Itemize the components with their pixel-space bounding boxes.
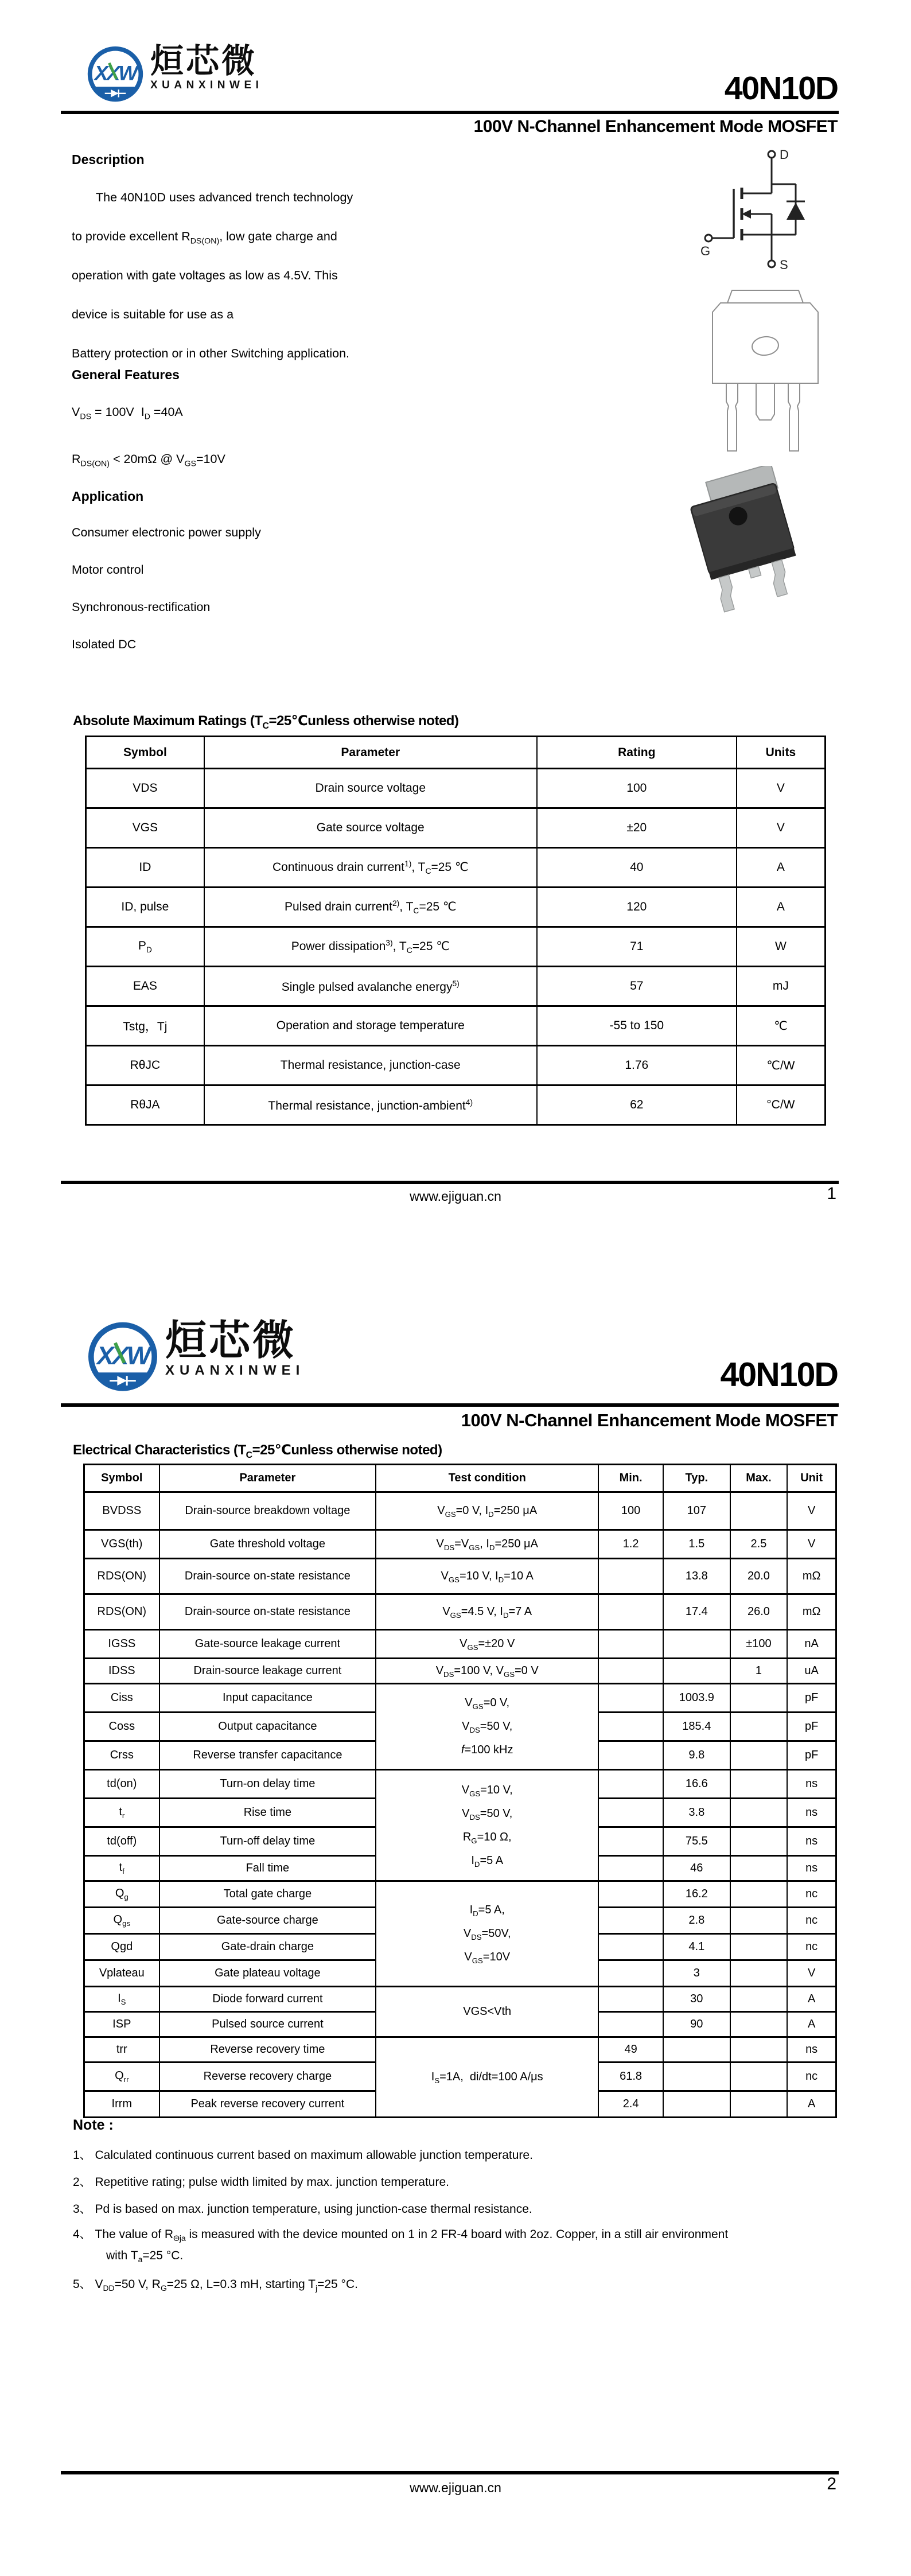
cell-parameter: Thermal resistance, junction-case	[204, 1046, 537, 1085]
cell-symbol: Tstg，Tj	[86, 1006, 204, 1046]
cell-max	[730, 2037, 788, 2063]
cell-symbol: Irrm	[84, 2091, 159, 2118]
application-item: Synchronous-rectification	[72, 600, 211, 614]
table-row	[84, 1770, 836, 1799]
table-header-row	[84, 1465, 836, 1492]
cell-unit: ns	[787, 1827, 836, 1856]
cell-max	[730, 1856, 788, 1881]
cell-symbol: $Q_g$	[84, 1881, 159, 1908]
application-heading: Application	[72, 489, 144, 504]
cell-parameter: Power dissipation$^{3)}$, $T_C=25$ ℃	[204, 927, 537, 967]
cell-symbol: RDS(ON)	[84, 1559, 159, 1594]
cell-symbol: Crss	[84, 1741, 159, 1770]
cell-typ: 17.4	[663, 1594, 730, 1630]
note-line: 4、 The value of $R_{\Theta ja}$ is measured with the device mounted on 1 in 2 FR-4 board with 2oz. Copper, in a still air environment	[73, 2228, 729, 2243]
drain-label: D	[780, 147, 789, 162]
cell-parameter: Reverse recovery charge	[159, 2063, 376, 2091]
cell-typ: 30	[663, 1987, 730, 2012]
table-row	[86, 769, 826, 808]
cell-parameter: Diode forward current	[159, 1987, 376, 2012]
cell-typ: 90	[663, 2012, 730, 2037]
description-line: Battery protection or in other Switching application.	[72, 347, 350, 360]
cell-symbol: IGSS	[84, 1630, 159, 1659]
electrical-characteristics-table	[83, 1464, 837, 2118]
col-symbol: Symbol	[86, 737, 204, 769]
cell-unit: A	[787, 1987, 836, 2012]
cell-min	[598, 1987, 663, 2012]
cell-typ: 107	[663, 1492, 730, 1530]
cell-test-condition: $V_{GS}=0$ V, $V_{DS}=50$ V, f=100 kHz	[376, 1684, 598, 1770]
cell-max	[730, 1960, 788, 1987]
cell-parameter: Turn-off delay time	[159, 1827, 376, 1856]
footer-url: www.ejiguan.cn	[410, 1189, 501, 1204]
cell-typ: 9.8	[663, 1741, 730, 1770]
cell-parameter: Gate-drain charge	[159, 1934, 376, 1960]
cell-units: mJ	[737, 967, 826, 1006]
cell-unit: pF	[787, 1741, 836, 1770]
cell-max	[730, 1934, 788, 1960]
table-row	[86, 927, 826, 967]
description-line: device is suitable for use as a	[72, 308, 234, 321]
cell-typ: 16.2	[663, 1881, 730, 1908]
cell-unit: nc	[787, 1881, 836, 1908]
cell-parameter: Continuous drain current$^{1)}$, $T_C=25$ ℃	[204, 848, 537, 888]
cell-parameter: Fall time	[159, 1856, 376, 1881]
brand-name-en: XUANXINWEI	[150, 79, 263, 91]
part-number: 40N10D	[720, 1356, 838, 1394]
cell-min	[598, 1594, 663, 1630]
cell-symbol: Coss	[84, 1713, 159, 1741]
brand-logo-icon	[85, 1320, 161, 1396]
cell-unit: V	[787, 1492, 836, 1530]
cell-max	[730, 1741, 788, 1770]
note-line: 2、 Repetitive rating; pulse width limited by max. junction temperature.	[73, 2176, 449, 2189]
table-row	[84, 1659, 836, 1684]
cell-symbol: VGS(th)	[84, 1530, 159, 1559]
cell-symbol: RθJC	[86, 1046, 204, 1085]
header-rule	[61, 111, 839, 114]
cell-max	[730, 1799, 788, 1827]
cell-max: 20.0	[730, 1559, 788, 1594]
cell-symbol: trr	[84, 2037, 159, 2063]
cell-typ	[663, 1630, 730, 1659]
cell-typ: 4.1	[663, 1934, 730, 1960]
cell-typ: 3.8	[663, 1799, 730, 1827]
table-row	[84, 1492, 836, 1530]
cell-min	[598, 1960, 663, 1987]
note-line: with $T_a=25$ °C.	[106, 2249, 184, 2264]
cell-unit: pF	[787, 1684, 836, 1713]
table-row	[84, 1881, 836, 1908]
cell-typ: 16.6	[663, 1770, 730, 1799]
description-line: operation with gate voltages as low as 4.5V. This	[72, 269, 338, 282]
cell-typ	[663, 1659, 730, 1684]
cell-symbol: VDS	[86, 769, 204, 808]
cell-units: V	[737, 808, 826, 848]
cell-max	[730, 1881, 788, 1908]
cell-symbol: $t_r$	[84, 1799, 159, 1827]
cell-symbol: td(off)	[84, 1827, 159, 1856]
cell-unit: ns	[787, 1856, 836, 1881]
cell-parameter: Gate threshold voltage	[159, 1530, 376, 1559]
cell-symbol: RDS(ON)	[84, 1594, 159, 1630]
cell-rating: 71	[537, 927, 737, 967]
cell-min	[598, 1741, 663, 1770]
col-rating: Rating	[537, 737, 737, 769]
cell-symbol: IDSS	[84, 1659, 159, 1684]
cell-test-condition: $V_{GS}=10$ V, $V_{DS}=50$ V, $R_G=10$ Ω, $I_D=5$ A	[376, 1770, 598, 1881]
cell-max	[730, 1713, 788, 1741]
cell-unit: nc	[787, 2063, 836, 2091]
table-row	[86, 808, 826, 848]
cell-rating: 100	[537, 769, 737, 808]
cell-parameter: Single pulsed avalanche energy$^{5)}$	[204, 967, 537, 1006]
cell-symbol: Vplateau	[84, 1960, 159, 1987]
cell-parameter: Total gate charge	[159, 1881, 376, 1908]
brand-name-cn: 烜芯微	[150, 42, 258, 80]
cell-parameter: Drain-source leakage current	[159, 1659, 376, 1684]
cell-typ	[663, 2091, 730, 2118]
page-number: 2	[827, 2474, 836, 2493]
cell-min	[598, 2012, 663, 2037]
cell-max	[730, 2063, 788, 2091]
logo-monogram: XXW	[94, 61, 137, 85]
cell-unit: pF	[787, 1713, 836, 1741]
table-row	[84, 2037, 836, 2063]
cell-rating: -55 to 150	[537, 1006, 737, 1046]
note-heading: Note :	[73, 2117, 114, 2133]
cell-min: 100	[598, 1492, 663, 1530]
col-symbol: Symbol	[84, 1465, 159, 1492]
cell-unit: mΩ	[787, 1559, 836, 1594]
cell-rating: ±20	[537, 808, 737, 848]
cell-unit: A	[787, 2012, 836, 2037]
col-units: Units	[737, 737, 826, 769]
header-rule	[61, 1403, 839, 1407]
cell-typ: 75.5	[663, 1827, 730, 1856]
cell-symbol: $Q_{gs}$	[84, 1908, 159, 1934]
table-row	[84, 1594, 836, 1630]
cell-typ: 1003.9	[663, 1684, 730, 1713]
cell-rating: 1.76	[537, 1046, 737, 1085]
cell-test-condition: $V_{DS}=100$ V, $V_{GS}=0$ V	[376, 1659, 598, 1684]
page-subtitle: 100V N-Channel Enhancement Mode MOSFET	[473, 117, 838, 136]
cell-parameter: Peak reverse recovery current	[159, 2091, 376, 2118]
footer-rule	[61, 1181, 839, 1184]
cell-typ: 185.4	[663, 1713, 730, 1741]
table-row	[86, 1006, 826, 1046]
cell-symbol: Qgd	[84, 1934, 159, 1960]
package-3d-image	[684, 466, 807, 615]
cell-units: W	[737, 927, 826, 967]
table-row	[84, 1684, 836, 1713]
cell-unit: ns	[787, 1799, 836, 1827]
cell-parameter: Thermal resistance, junction-ambient$^{4)}$	[204, 1085, 537, 1125]
cell-units: V	[737, 769, 826, 808]
cell-units: A	[737, 888, 826, 927]
cell-rating: 120	[537, 888, 737, 927]
cell-max: 2.5	[730, 1530, 788, 1559]
cell-max	[730, 2091, 788, 2118]
cell-parameter: Gate plateau voltage	[159, 1960, 376, 1987]
cell-min	[598, 1881, 663, 1908]
cell-typ: 3	[663, 1960, 730, 1987]
cell-rating: 62	[537, 1085, 737, 1125]
note-line: 1、 Calculated continuous current based on maximum allowable junction temperature.	[73, 2149, 533, 2162]
cell-symbol: ISP	[84, 2012, 159, 2037]
col-parameter: Parameter	[159, 1465, 376, 1492]
feature-line: $R_{DS(ON)} < 20m\Omega$ @ $V_{GS}=10V$	[72, 452, 225, 469]
cell-parameter: Drain-source on-state resistance	[159, 1594, 376, 1630]
page-2	[0, 1288, 911, 2576]
cell-typ: 13.8	[663, 1559, 730, 1594]
electrical-characteristics-title: Electrical Characteristics ($T_C=25℃unless$ otherwise noted)	[73, 1442, 442, 1460]
brand-logo	[85, 42, 263, 106]
cell-symbol: $Q_{rr}$	[84, 2063, 159, 2091]
cell-parameter: Operation and storage temperature	[204, 1006, 537, 1046]
cell-parameter: Output capacitance	[159, 1713, 376, 1741]
logo-monogram: XXW	[96, 1341, 149, 1370]
cell-typ: 2.8	[663, 1908, 730, 1934]
cell-max	[730, 1770, 788, 1799]
cell-symbol: Ciss	[84, 1684, 159, 1713]
cell-units: A	[737, 848, 826, 888]
cell-max: 26.0	[730, 1594, 788, 1630]
cell-min	[598, 1684, 663, 1713]
cell-parameter: Gate-source leakage current	[159, 1630, 376, 1659]
cell-symbol: EAS	[86, 967, 204, 1006]
application-item: Consumer electronic power supply	[72, 526, 261, 539]
col-min: Min.	[598, 1465, 663, 1492]
cell-min	[598, 1659, 663, 1684]
table-row	[84, 1559, 836, 1594]
cell-rating: 40	[537, 848, 737, 888]
cell-parameter: Drain-source breakdown voltage	[159, 1492, 376, 1530]
cell-test-condition: $I_S=1A$, di/dt=100 A/μs	[376, 2037, 598, 2118]
gate-label: G	[700, 244, 711, 258]
cell-parameter: Pulsed drain current$^{2)}$, $T_C=25$ ℃	[204, 888, 537, 927]
cell-symbol: $P_D$	[86, 927, 204, 967]
footer-url: www.ejiguan.cn	[410, 2480, 501, 2495]
cell-parameter: Input capacitance	[159, 1684, 376, 1713]
page-number: 1	[827, 1184, 836, 1203]
application-item: Motor control	[72, 563, 144, 577]
cell-test-condition: $I_D=5$ A, $V_{DS}=50V$, $V_{GS}=10V$	[376, 1881, 598, 1987]
table-header-row	[86, 737, 826, 769]
cell-max	[730, 1827, 788, 1856]
table-row	[84, 1987, 836, 2012]
cell-max	[730, 1492, 788, 1530]
cell-min	[598, 1799, 663, 1827]
cell-unit: ns	[787, 2037, 836, 2063]
cell-rating: 57	[537, 967, 737, 1006]
cell-min: 2.4	[598, 2091, 663, 2118]
cell-units: ℃/W	[737, 1046, 826, 1085]
application-item: Isolated DC	[72, 637, 137, 651]
table-row	[84, 1630, 836, 1659]
cell-unit: nA	[787, 1630, 836, 1659]
cell-parameter: Drain-source on-state resistance	[159, 1559, 376, 1594]
cell-max	[730, 1908, 788, 1934]
cell-min: 61.8	[598, 2063, 663, 2091]
cell-min: 49	[598, 2037, 663, 2063]
cell-test-condition: VGS<Vth	[376, 1987, 598, 2037]
package-outline-drawing	[701, 287, 824, 459]
cell-symbol: RθJA	[86, 1085, 204, 1125]
cell-typ	[663, 2037, 730, 2063]
cell-parameter: Gate-source charge	[159, 1908, 376, 1934]
description-heading: Description	[72, 152, 145, 167]
cell-test-condition: $V_{GS}=0$ V, $I_D=250$ μA	[376, 1492, 598, 1530]
source-label: S	[780, 258, 788, 272]
brand-name-cn: 烜芯微	[165, 1318, 297, 1364]
cell-parameter: Turn-on delay time	[159, 1770, 376, 1799]
cell-units: °C/W	[737, 1085, 826, 1125]
cell-max: ±100	[730, 1630, 788, 1659]
cell-parameter: Reverse transfer capacitance	[159, 1741, 376, 1770]
cell-parameter: Drain source voltage	[204, 769, 537, 808]
cell-symbol: ID, pulse	[86, 888, 204, 927]
cell-test-condition: $V_{GS}=10$ V, $I_D=10$ A	[376, 1559, 598, 1594]
table-row	[86, 967, 826, 1006]
cell-max	[730, 1987, 788, 2012]
note-line: 5、 $V_{DD}=50$ V, $R_G=25$ Ω, L=0.3 mH, starting $T_j=25$ °C.	[73, 2278, 358, 2293]
brand-logo-text	[165, 1320, 305, 1379]
cell-typ	[663, 2063, 730, 2091]
col-test-condition: Test condition	[376, 1465, 598, 1492]
cell-unit: V	[787, 1960, 836, 1987]
cell-min	[598, 1934, 663, 1960]
cell-unit: V	[787, 1530, 836, 1559]
cell-max	[730, 2012, 788, 2037]
cell-symbol: $t_f$	[84, 1856, 159, 1881]
cell-min	[598, 1770, 663, 1799]
table-row	[86, 888, 826, 927]
cell-parameter: Gate source voltage	[204, 808, 537, 848]
cell-symbol: $I_S$	[84, 1987, 159, 2012]
brand-name-en: XUANXINWEI	[165, 1363, 305, 1378]
cell-min: 1.2	[598, 1530, 663, 1559]
part-number: 40N10D	[724, 70, 838, 107]
cell-min	[598, 1856, 663, 1881]
table-row	[86, 1085, 826, 1125]
description-line: The 40N10D uses advanced trench technology	[96, 190, 353, 204]
cell-min	[598, 1559, 663, 1594]
cell-min	[598, 1908, 663, 1934]
table-row	[84, 1530, 836, 1559]
cell-symbol: ID	[86, 848, 204, 888]
brand-logo-icon	[85, 45, 146, 106]
col-max: Max.	[730, 1465, 788, 1492]
col-parameter: Parameter	[204, 737, 537, 769]
abs-max-title: Absolute Maximum Ratings ($T_C=25℃unless$ otherwise noted)	[73, 713, 459, 731]
table-row	[86, 1046, 826, 1085]
cell-unit: nc	[787, 1934, 836, 1960]
cell-max	[730, 1684, 788, 1713]
cell-units: ℃	[737, 1006, 826, 1046]
cell-parameter: Rise time	[159, 1799, 376, 1827]
cell-unit: ns	[787, 1770, 836, 1799]
brand-logo	[85, 1320, 305, 1396]
cell-unit: nc	[787, 1908, 836, 1934]
col-unit: Unit	[787, 1465, 836, 1492]
cell-min	[598, 1827, 663, 1856]
cell-unit: A	[787, 2091, 836, 2118]
feature-line: $V_{DS} = 100V$ $I_D =40A$	[72, 405, 183, 422]
cell-test-condition: $V_{GS}=\pm 20$ V	[376, 1630, 598, 1659]
cell-symbol: BVDSS	[84, 1492, 159, 1530]
absolute-maximum-ratings-table	[85, 736, 826, 1126]
cell-test-condition: $V_{GS}=4.5$ V, $I_D=7$ A	[376, 1594, 598, 1630]
cell-parameter: Reverse recovery time	[159, 2037, 376, 2063]
cell-parameter: Pulsed source current	[159, 2012, 376, 2037]
cell-symbol: td(on)	[84, 1770, 159, 1799]
cell-min	[598, 1713, 663, 1741]
cell-unit: uA	[787, 1659, 836, 1684]
note-line: 3、 Pd is based on max. junction temperature, using junction-case thermal resistance.	[73, 2203, 532, 2216]
cell-unit: mΩ	[787, 1594, 836, 1630]
cell-typ: 46	[663, 1856, 730, 1881]
general-features-heading: General Features	[72, 367, 180, 382]
cell-max: 1	[730, 1659, 788, 1684]
page-subtitle: 100V N-Channel Enhancement Mode MOSFET	[461, 1410, 838, 1430]
col-typ: Typ.	[663, 1465, 730, 1492]
cell-symbol: VGS	[86, 808, 204, 848]
table-row	[86, 848, 826, 888]
cell-typ: 1.5	[663, 1530, 730, 1559]
cell-min	[598, 1630, 663, 1659]
mosfet-symbol-diagram	[697, 146, 817, 278]
description-line: to provide excellent $R_{DS(ON)}$, low gate charge and	[72, 229, 337, 246]
footer-rule	[61, 2471, 839, 2474]
cell-test-condition: $V_{DS}=V_{GS}$, $I_D=250$ μA	[376, 1530, 598, 1559]
brand-logo-text	[150, 42, 263, 92]
